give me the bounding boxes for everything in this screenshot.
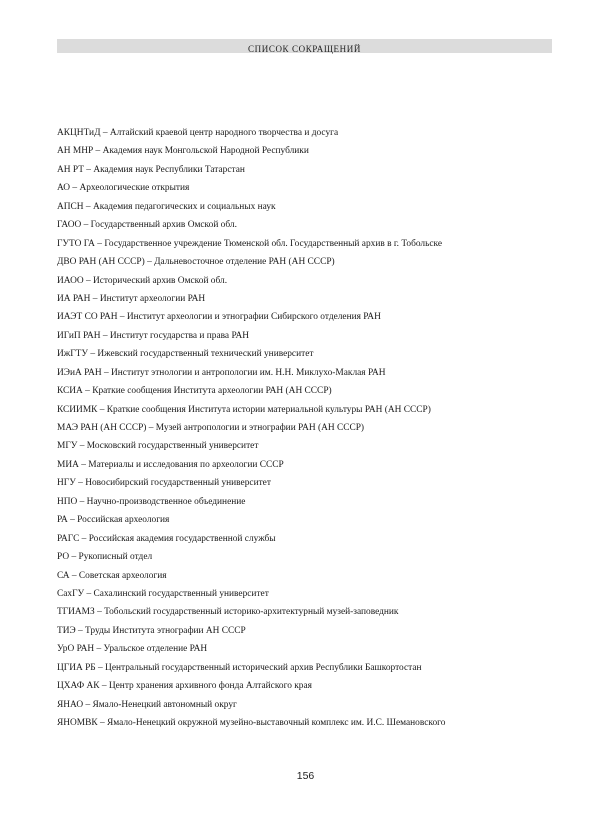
abbreviation-entry: ИА РАН – Институт археологии РАН: [57, 293, 206, 304]
abbreviation-entry: ЦГИА РБ – Центральный государственный исторический архив Республики Башкортостан: [57, 662, 422, 673]
abbreviation-entry: КСИА – Краткие сообщения Института археологии РАН (АН СССР): [57, 386, 332, 397]
abbreviation-entry: ТИЭ – Труды Института этнографии АН СССР: [57, 625, 246, 636]
running-header: [57, 39, 552, 53]
abbreviation-entry: ИжГТУ – Ижевский государственный технический университет: [57, 349, 314, 360]
abbreviation-entry: ГАОО – Государственный архив Омской обл.: [57, 220, 237, 231]
abbreviation-entry: КСИИМК – Краткие сообщения Института истории материальной культуры РАН (АН СССР): [57, 404, 431, 415]
abbreviation-entry: НПО – Научно-производственное объединение: [57, 496, 246, 507]
abbreviation-entry: ИЭиА РАН – Институт этнологии и антропологии им. Н.Н. Миклухо-Маклая РАН: [57, 367, 386, 378]
section-title: СПИСОК СОКРАЩЕНИЙ: [248, 44, 361, 54]
abbreviation-entry: АН МНР – Академия наук Монгольской Народной Республики: [57, 146, 309, 157]
abbreviation-entry: РАГС – Российская академия государственной службы: [57, 533, 276, 544]
abbreviation-entry: АО – Археологические открытия: [57, 183, 190, 194]
abbreviation-entry: РА – Российская археология: [57, 515, 170, 526]
abbreviation-list: [57, 124, 557, 732]
abbreviation-entry: АН РТ – Академия наук Республики Татарстан: [57, 164, 245, 175]
abbreviation-entry: ДВО РАН (АН СССР) – Дальневосточное отделение РАН (АН СССР): [57, 257, 335, 268]
abbreviation-entry: ЯНАО – Ямало-Ненецкий автономный округ: [57, 699, 237, 710]
abbreviation-entry: АКЦНТиД – Алтайский краевой центр народного творчества и досуга: [57, 128, 339, 138]
page-number: 156: [296, 770, 315, 782]
abbreviation-entry: МАЭ РАН (АН СССР) – Музей антропологии и этнографии РАН (АН СССР): [57, 423, 365, 433]
abbreviation-entry: ИАЭТ СО РАН – Институт археологии и этнографии Сибирского отделения РАН: [57, 312, 381, 323]
abbreviation-entry: СА – Советская археология: [57, 570, 167, 581]
abbreviation-entry: МИА – Материалы и исследования по археологии СССР: [57, 459, 284, 470]
abbreviation-entry: ГУТО ГА – Государственное учреждение Тюменской обл. Государственный архив в г. Тобольске: [57, 238, 442, 249]
abbreviation-entry: НГУ – Новосибирский государственный университет: [57, 478, 271, 489]
abbreviation-entry: УрО РАН – Уральское отделение РАН: [57, 644, 208, 655]
abbreviation-entry: ТГИАМЗ – Тобольский государственный историко-архитектурный музей-заповедник: [57, 607, 399, 618]
abbreviation-entry: АПСН – Академия педагогических и социальных наук: [57, 201, 276, 212]
abbreviation-entry: СахГУ – Сахалинский государственный университет: [57, 588, 269, 599]
abbreviation-entry: ИАОО – Исторический архив Омской обл.: [57, 275, 228, 286]
abbreviation-entry: ЦХАФ АК – Центр хранения архивного фонда Алтайского края: [57, 681, 312, 692]
abbreviation-entry: ЯНОМВК – Ямало-Ненецкий окружной музейно-выставочный комплекс им. И.С. Шемановского: [57, 718, 446, 728]
abbreviation-entry: РО – Рукописный отдел: [57, 552, 153, 563]
abbreviation-entry: МГУ – Московский государственный университет: [57, 441, 259, 452]
abbreviation-entry: ИГиП РАН – Институт государства и права РАН: [57, 330, 249, 341]
